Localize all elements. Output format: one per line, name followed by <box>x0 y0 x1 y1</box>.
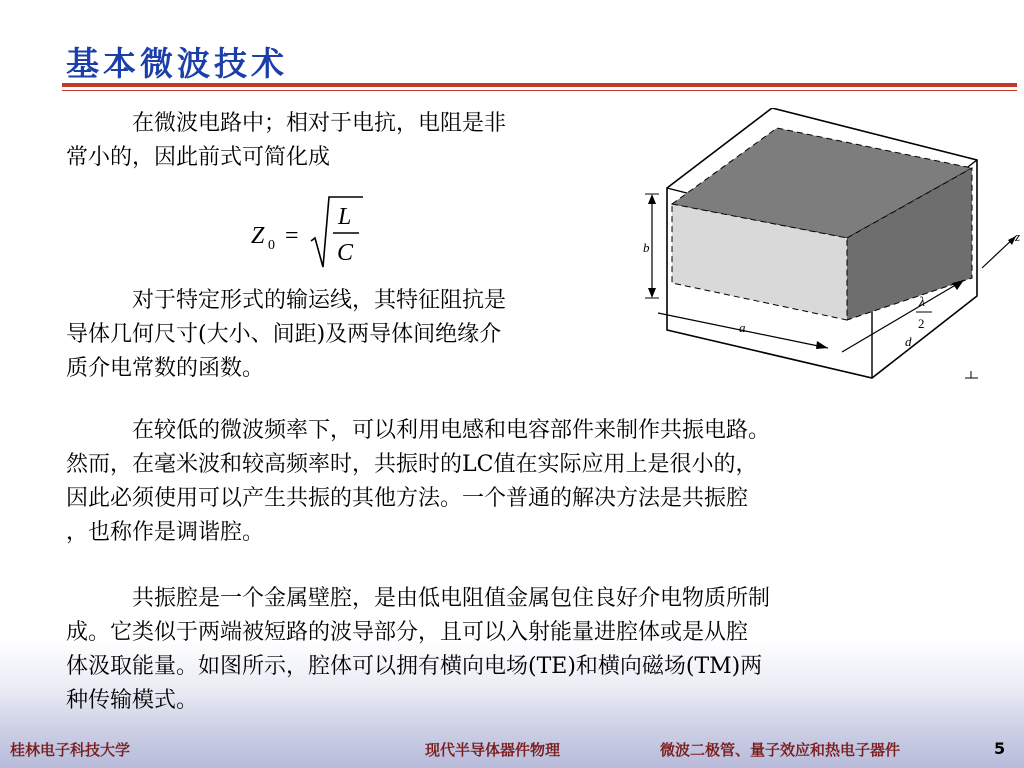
resonant-cavity-diagram <box>632 108 1024 393</box>
slide-title: 基本微波技术 <box>66 44 288 83</box>
impedance-formula <box>247 193 367 273</box>
paragraph-4-line-1: 共振腔是一个金属壁腔，是由低电阻值金属包住良好介电物质所制 <box>132 586 771 611</box>
paragraph-3-line-3: 因此必须使用可以产生共振的其他方法。一个普通的解决方法是共振腔 <box>66 486 749 511</box>
formula-z: Z <box>251 223 265 249</box>
footer-course: 现代半导体器件物理 <box>425 741 561 759</box>
paragraph-1 <box>66 107 626 175</box>
paragraph-4 <box>66 582 986 718</box>
paragraph-3-line-4: ，也称作是调谐腔。 <box>66 520 265 545</box>
paragraph-4-line-3: 体汲取能量。如图所示，腔体可以拥有横向电场(TE)和横向磁场(TM)两 <box>66 654 763 679</box>
paragraph-3-line-1: 在较低的微波频率下，可以利用电感和电容部件来制作共振电路。 <box>132 418 771 443</box>
paragraph-1-line-2: 常小的，因此前式可简化成 <box>66 145 331 170</box>
paragraph-3-line-2: 然而，在毫米波和较高频率时，共振时的LC值在实际应用上是很小的， <box>66 452 758 477</box>
title-rule-thin <box>62 90 1017 91</box>
label-z: z <box>1015 229 1021 244</box>
dim-b-arrow-top <box>648 194 656 204</box>
paragraph-4-line-2: 成。它类似于两端被短路的波导部分，且可以入射能量进腔体或是从腔 <box>66 620 749 645</box>
footer-chapter: 微波二极管、量子效应和热电子器件 <box>660 741 901 759</box>
title-rule-thick <box>62 83 1017 87</box>
paragraph-1-line-1: 在微波电路中；相对于电抗，电阻是非 <box>132 111 507 136</box>
paragraph-2 <box>66 284 626 386</box>
paragraph-4-line-4: 种传输模式。 <box>66 688 199 713</box>
label-d: d <box>905 334 912 349</box>
paragraph-2-line-3: 质介电常数的函数。 <box>66 356 265 381</box>
formula-equals: = <box>285 223 299 249</box>
formula-numerator: L <box>338 204 352 230</box>
label-lambda: λ <box>919 295 926 310</box>
formula-denominator: C <box>337 240 354 266</box>
footer-university: 桂林电子科技大学 <box>10 741 131 759</box>
paragraph-2-line-1: 对于特定形式的输运线，其特征阻抗是 <box>132 288 507 313</box>
paragraph-3 <box>66 414 986 550</box>
formula-subscript: 0 <box>268 238 275 253</box>
page-number: 5 <box>994 739 1006 758</box>
label-a: a <box>739 320 746 335</box>
dim-b-arrow-bottom <box>648 288 656 298</box>
label-two: 2 <box>918 316 925 331</box>
label-b: b <box>643 240 650 255</box>
paragraph-2-line-2: 导体几何尺寸(大小、间距)及两导体间绝缘介 <box>66 322 502 347</box>
